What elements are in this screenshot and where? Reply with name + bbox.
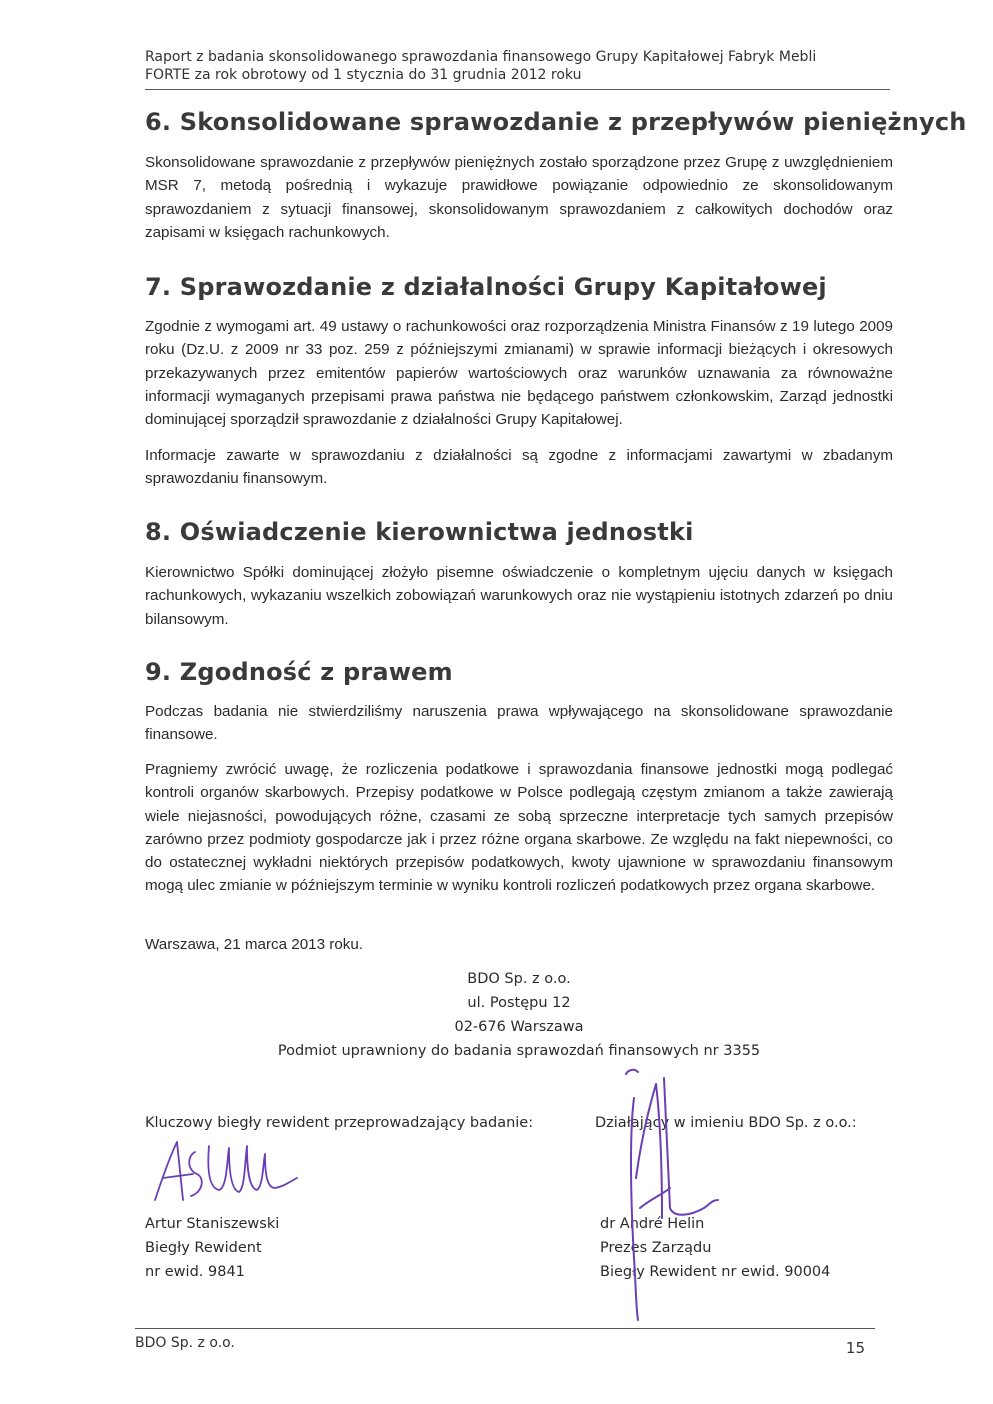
section-7-heading: 7. Sprawozdanie z działalności Grupy Kapitałowej xyxy=(145,273,827,301)
header-line-2: FORTE za rok obrotowy od 1 stycznia do 31 grudnia 2012 roku xyxy=(145,67,582,83)
place-and-date: Warszawa, 21 marca 2013 roku. xyxy=(145,936,364,953)
right-signatory-title: Prezes Zarządu xyxy=(600,1240,712,1256)
section-7-paragraph-1: Zgodnie z wymogami art. 49 ustawy o rachunkowości oraz rozporządzenia Ministra Finansów z 19 lutego 2009 roku (Dz.U. z 2009 nr 33 poz. 259 z późniejszymi zmianami) w sprawie informacji bieżących i okresowych przekazywanych przez emitentów papierów wartościowych oraz warunków uznawania za równoważne informacji wymaganych przepisami prawa państwa nie będącego państwem członkowskim, Zarząd jednostki dominującej sporządził sprawozdanie z działalności Grupy Kapitałowej. xyxy=(145,318,893,429)
right-signatory-role: Działający w imieniu BDO Sp. z o.o.: xyxy=(595,1115,857,1131)
firm-name: BDO Sp. z o.o. xyxy=(467,971,571,987)
page-header xyxy=(145,48,890,90)
left-signatory-details xyxy=(145,1212,279,1284)
right-signatory-name: dr André Helin xyxy=(600,1216,705,1232)
right-signature-icon xyxy=(600,1058,770,1328)
section-7-paragraph-2: Informacje zawarte w sprawozdaniu z działalności są zgodne z informacjami zawartymi w zbadanym sprawozdaniu finansowym. xyxy=(145,447,893,488)
firm-city: 02-676 Warszawa xyxy=(454,1019,584,1035)
left-signatory-role: Kluczowy biegły rewident przeprowadzający badanie: xyxy=(145,1115,534,1131)
section-6-heading: 6. Skonsolidowane sprawozdanie z przepływów pieniężnych xyxy=(145,108,967,136)
left-signatory-reg: nr ewid. 9841 xyxy=(145,1264,245,1280)
left-signatory-title: Biegły Rewident xyxy=(145,1240,262,1256)
footer-company: BDO Sp. z o.o. xyxy=(135,1335,235,1351)
page-footer xyxy=(135,1328,875,1357)
section-9-heading: 9. Zgodność z prawem xyxy=(145,658,453,686)
firm-address-block xyxy=(145,967,893,1063)
firm-entitlement: Podmiot uprawniony do badania sprawozdań finansowych nr 3355 xyxy=(277,1043,761,1059)
section-8-heading: 8. Oświadczenie kierownictwa jednostki xyxy=(145,518,694,546)
left-signature-icon xyxy=(135,1130,315,1210)
section-6-paragraph: Skonsolidowane sprawozdanie z przepływów pieniężnych zostało sporządzone przez Grupę z uwzględnieniem MSR 7, metodą pośrednią i wykazuje prawidłowe powiązanie odpowiednio ze skonsolidowanym sprawozdaniem z sytuacji finansowej, skonsolidowanym sprawozdaniem z całkowitych dochodów oraz zapisami w księgach rachunkowych. xyxy=(145,154,893,241)
section-9-paragraph-1: Podczas badania nie stwierdziliśmy naruszenia prawa wpływającego na skonsolidowane sprawozdanie finansowe. xyxy=(145,703,893,744)
left-signatory-name: Artur Staniszewski xyxy=(145,1216,280,1232)
firm-street: ul. Postępu 12 xyxy=(467,995,571,1011)
page-number: 15 xyxy=(845,1339,865,1357)
section-9-paragraph-2: Pragniemy zwrócić uwagę, że rozliczenia podatkowe i sprawozdania finansowe jednostki mogą podlegać kontroli organów skarbowych. Przepisy podatkowe w Polsce podlegają częstym zmianom a także zawierają wiele niejasności, powodujących różne, czasami ze sobą sprzeczne interpretacje tych samych przepisów zarówno przez podmioty gospodarcze jak i przez różne organa skarbowe. Ze względu na fakt niepewności, co do ostatecznej wykładni niektórych przepisów podatkowych, kwoty ujawnione w sprawozdaniu finansowym mogą ulec zmianie w późniejszym terminie w wyniku kontroli rozliczeń podatkowych przez organa skarbowe. xyxy=(145,761,893,895)
header-line-1: Raport z badania skonsolidowanego sprawozdania finansowego Grupy Kapitałowej Fabryk Mebli xyxy=(145,49,817,65)
section-8-paragraph: Kierownictwo Spółki dominującej złożyło pisemne oświadczenie o kompletnym ujęciu danych w księgach rachunkowych, wykazaniu wszelkich zobowiązań warunkowych oraz nie wystąpieniu istotnych zdarzeń po dniu bilansowym. xyxy=(145,564,893,628)
right-signatory-reg: Biegły Rewident nr ewid. 90004 xyxy=(600,1264,831,1280)
